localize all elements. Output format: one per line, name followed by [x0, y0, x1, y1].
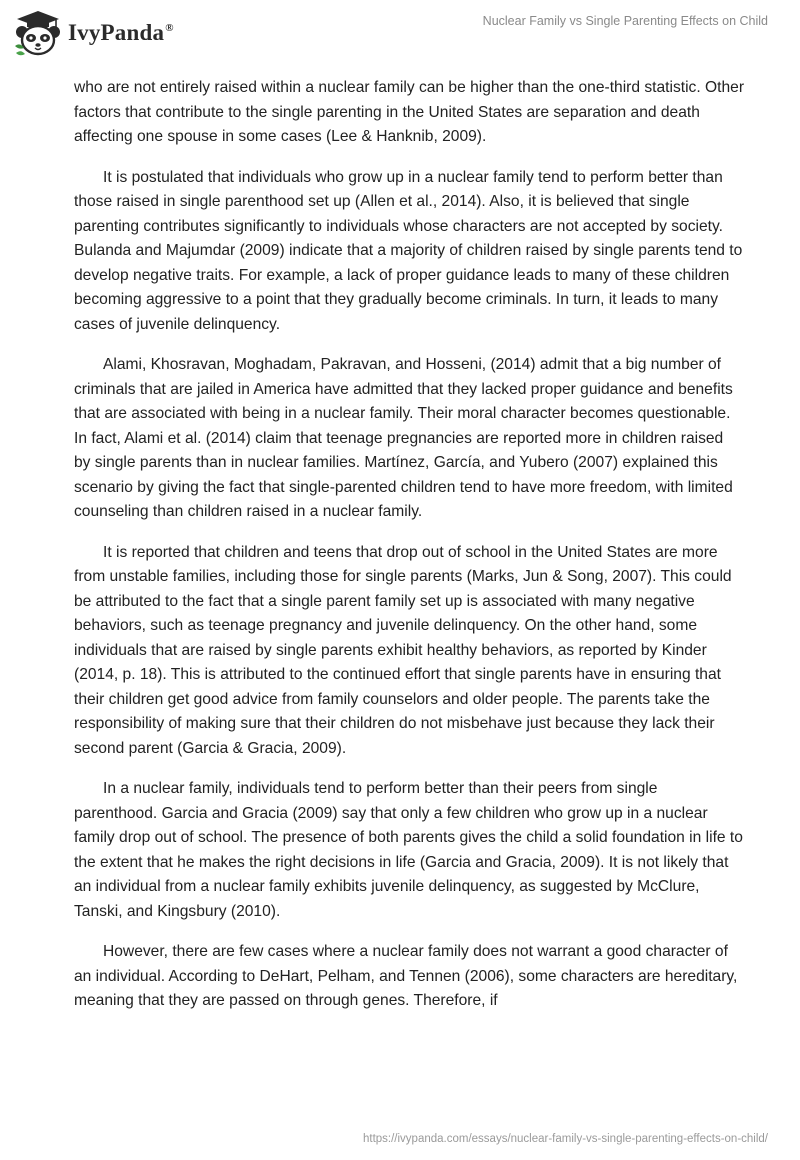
paragraph: It is reported that children and teens that drop out of school in the United States are more from unstable families, including those for single parents (Marks, Jun & Song, 2007). This could be attributed to the fact that a single parent family set up is associated with many negative behaviors, such as teenage pregnancy and juvenile delinquency. On the other hand, some individuals that are raised by single parents exhibit healthy behaviors, as reported by Kinder (2014, p. 18). This is attributed to the continued effort that single parents have in ensuring that their children get good advice from family counselors and older people. The parents take the responsibility of making sure that their children do not misbehave just because they lack their second parent (Garcia & Gracia, 2009).: [74, 543, 732, 757]
brand-name: IvyPanda®: [68, 20, 174, 45]
paragraph: However, there are few cases where a nuclear family does not warrant a good character of an individual. According to DeHart, Pelham, and Tennen (2006), some characters are hereditary, meaning that they are passed on through genes. Therefore, if: [74, 943, 738, 1009]
paragraph: It is postulated that individuals who grow up in a nuclear family tend to perform better than those raised in single parenthood set up (Allen et al., 2014). Also, it is believed that single parenting contributes significantly to individuals whose characters are not accepted by society. Bulanda and Majumdar (2009) indicate that a majority of children raised by single parents tend to develop negative traits. For example, a lack of proper guidance leads to many of these children becoming aggressive to a point that they gradually become criminals. In turn, it leads to many cases of juvenile delinquency.: [74, 168, 743, 333]
paragraph: In a nuclear family, individuals tend to perform better than their peers from single parenthood. Garcia and Gracia (2009) say that only a few children who grow up in a nuclear family drop out of school. The presence of both parents gives the child a solid foundation in life to the extent that he makes the right decisions in life (Garcia and Gracia, 2009). It is not likely that an individual from a nuclear family exhibits juvenile delinquency, as suggested by McClure, Tanski, and Kingsbury (2010).: [74, 780, 743, 920]
document-title: Nuclear Family vs Single Parenting Effects on Child: [482, 14, 768, 28]
panda-graduate-icon: [12, 8, 64, 58]
ivypanda-logo[interactable]: [12, 8, 174, 58]
paragraph: Alami, Khosravan, Moghadam, Pakravan, and Hosseni, (2014) admit that a big number of criminals that are jailed in America have admitted that they lacked proper guidance and benefits that are associated with being in a nuclear family. Their moral character becomes questionable. In fact, Alami et al. (2014) claim that teenage pregnancies are reported more in children raised by single parents than in nuclear families. Martínez, García, and Yubero (2007) explained this scenario by giving the fact that single-parented children tend to have more freedom, with limited counseling than children raised in a nuclear family.: [74, 356, 733, 520]
paragraph: who are not entirely raised within a nuclear family can be higher than the one-third statistic. Other factors that contribute to the single parenting in the United States are separation and death affecting one spouse in some cases (Lee & Hanknib, 2009).: [74, 79, 745, 145]
page-header: [0, 0, 800, 70]
source-url-link[interactable]: https://ivypanda.com/essays/nuclear-family-vs-single-parenting-effects-on-child/: [362, 1133, 768, 1145]
essay-body: [74, 76, 744, 1030]
